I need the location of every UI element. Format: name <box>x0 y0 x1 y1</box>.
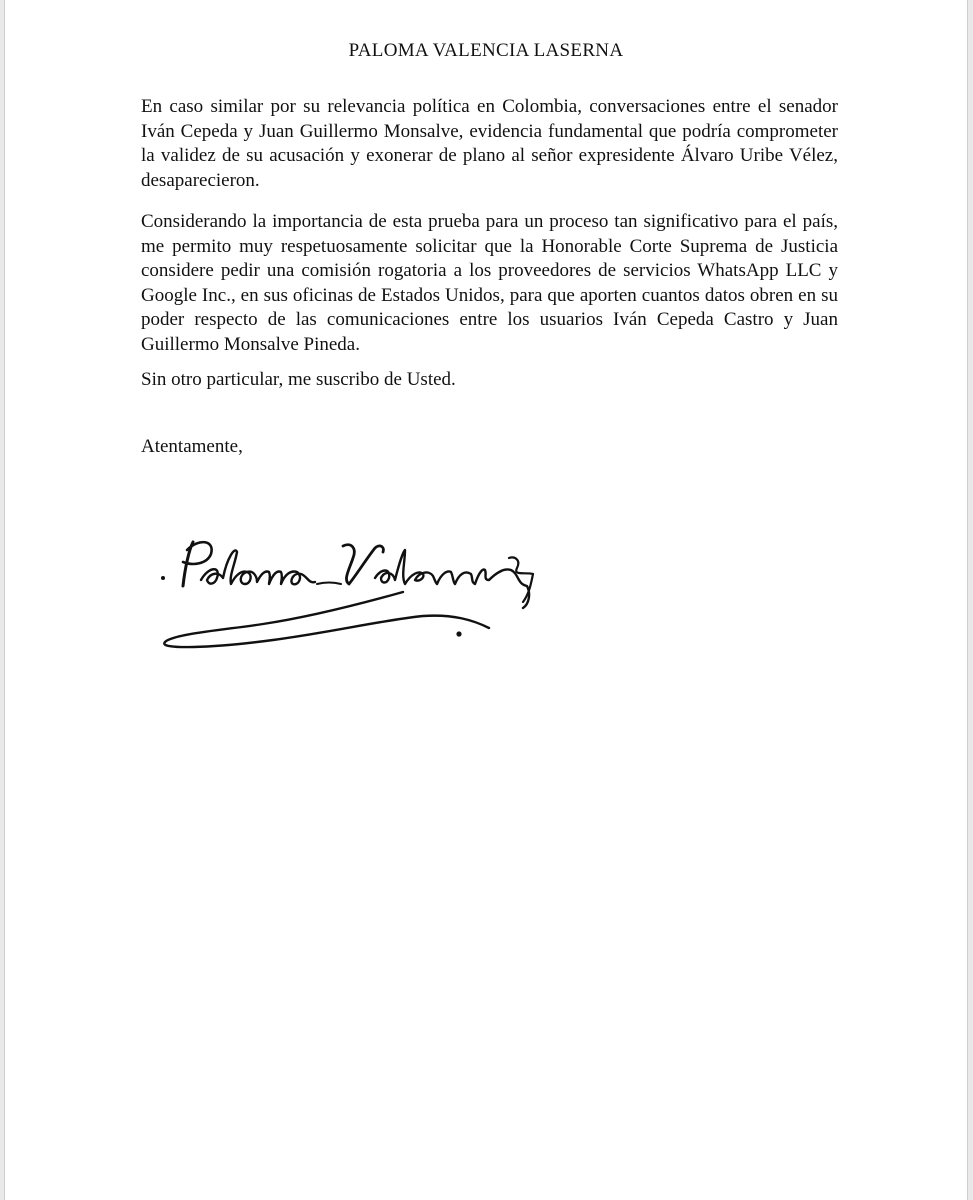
author-header: PALOMA VALENCIA LASERNA <box>348 40 624 61</box>
farewell-line: Atentamente, <box>141 436 243 457</box>
paragraph-2: Considerando la importancia de esta prueba para un proceso tan significativo para el país, me permito muy respetuosamente solicitar que la Honorable Corte Suprema de Justicia considere pedir una comisión rogatoria a los proveedores de servicios WhatsApp LLC y Google Inc., en sus oficinas de Estados Unidos, para que aporten cuantos datos obren en su poder respecto de las comunicaciones entre los usuarios Iván Cepeda Castro y Juan Guillermo Monsalve Pineda. <box>141 211 838 355</box>
closing-line: Sin otro particular, me suscribo de Usted. <box>141 369 456 390</box>
paragraph-1: En caso similar por su relevancia política en Colombia, conversaciones entre el senador Iván Cepeda y Juan Guillermo Monsalve, evidencia fundamental que podría comprometer la validez de su acusación y exonerar de plano al señor expresidente Álvaro Uribe Vélez, desaparecieron. <box>141 96 838 191</box>
handwritten-signature <box>153 528 553 658</box>
document-page <box>4 0 968 1200</box>
